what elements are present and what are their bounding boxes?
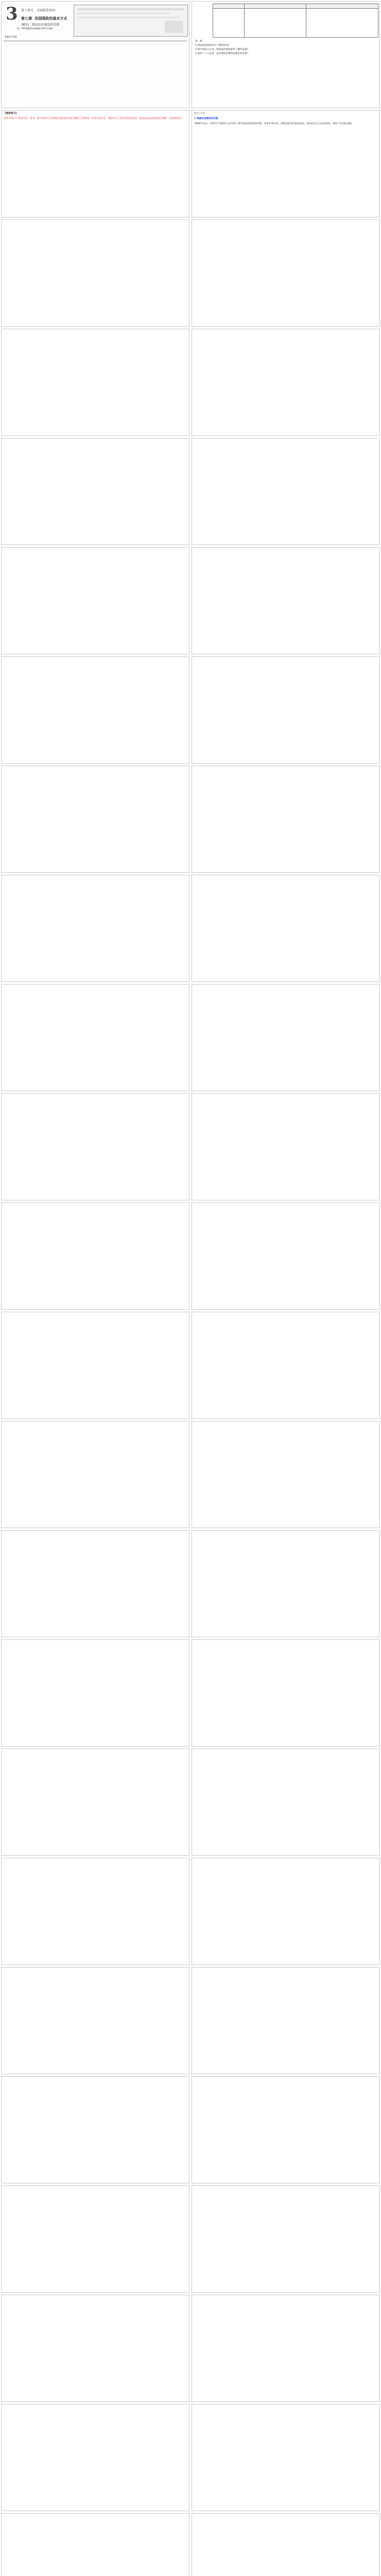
slide-13-left: [1, 1312, 189, 1419]
slide-13-right: [192, 1312, 380, 1419]
cover-tag: 【课标引领】: [4, 36, 18, 39]
slide-12-right: [192, 1202, 380, 1310]
slide-21-left: [1, 2185, 189, 2293]
slide-8-right: [192, 766, 380, 873]
s2r-title: 1.我国法治建设的历程: [194, 117, 218, 120]
cover-right-q3: 3.党的十八大以来，法治建设有哪些新理念新举措？: [195, 53, 250, 55]
slide-24-right: [192, 2513, 380, 2576]
slide-21-right: [192, 2185, 380, 2293]
slide-24-left: [1, 2513, 189, 2576]
cover-chapter: 第七课 治国理政的基本方式: [21, 16, 67, 21]
slide-9-right: [192, 875, 380, 982]
slide-16-right: [192, 1639, 380, 1747]
slide-2-left: [1, 110, 189, 217]
slide-cover: [1, 1, 189, 108]
slide-14-right: [192, 1421, 380, 1528]
slide-15-left: [1, 1530, 189, 1637]
cover-lesson: 课时1 我国法治建设的历程: [21, 23, 60, 27]
cover-right-q1: 1.我国法治建设经历了哪些阶段？: [195, 44, 231, 47]
slide-22-right: [192, 2295, 380, 2402]
s2-body: 阅读 P76-77 教材内容，思考：新中国成立后我国法治建设的历程有哪些主要阶段？改革开放以来，我国为什么要坚持依法治国？全面依法治国是国家治理的一场深刻革命。: [4, 117, 184, 120]
s2r-header: 探究与分享: [194, 112, 205, 114]
slide-9-left: [1, 875, 189, 982]
cover-unit: 第三单元 全面依法治国: [21, 9, 55, 12]
slide-4-right: [192, 329, 380, 436]
slide-5-left: [1, 438, 189, 545]
slide-18-left: [1, 1858, 189, 1965]
slide-19-left: [1, 1967, 189, 2074]
slide-7-right: [192, 656, 380, 764]
cover-image: [74, 5, 188, 37]
slide-14-left: [1, 1421, 189, 1528]
cover-right-q2: 2.新中国成立以来，我国法治建设取得了哪些成就？: [195, 48, 250, 51]
slide-20-left: [1, 2076, 189, 2183]
slide-5-right: [192, 438, 380, 545]
slide-6-left: [1, 547, 189, 654]
cover-right-table: [213, 4, 378, 38]
slide-11-left: [1, 1093, 189, 1200]
slide-4-left: [1, 329, 189, 436]
slide-8-left: [1, 766, 189, 873]
slide-22-left: [1, 2295, 189, 2402]
slide-15-right: [192, 1530, 380, 1637]
slide-10-left: [1, 984, 189, 1091]
slide-17-right: [192, 1749, 380, 1856]
cover-right-header: 第一框: [195, 40, 202, 43]
slide-19-right: [192, 1967, 380, 2074]
slide-20-right: [192, 2076, 380, 2183]
slide-6-right: [192, 547, 380, 654]
cover-number: 3: [6, 4, 18, 24]
slide-12-left: [1, 1202, 189, 1310]
slide-7-left: [1, 656, 189, 764]
slide-cover-right: [192, 1, 380, 108]
slide-3-left: [1, 219, 189, 327]
slide-3-right: [192, 219, 380, 327]
slide-23-left: [1, 2404, 189, 2511]
slide-23-right: [192, 2404, 380, 2511]
slide-11-right: [192, 1093, 380, 1200]
slide-18-right: [192, 1858, 380, 1965]
s2r-body: 1949年以来，中国共产党领导人民开始了新中国法治建设的历程；改革开放以来，党和国家坚持依法治国，建设社会主义法治国家，取得了历史性成就。: [194, 123, 354, 125]
slide-17-left: [1, 1749, 189, 1856]
cover-site: 第一PPT模板网-WWW.1PPT.COM: [17, 28, 53, 30]
slide-10-right: [192, 984, 380, 1091]
s2-title: 【课前预习】: [4, 112, 18, 115]
slide-16-left: [1, 1639, 189, 1747]
slide-2-right: [192, 110, 380, 217]
